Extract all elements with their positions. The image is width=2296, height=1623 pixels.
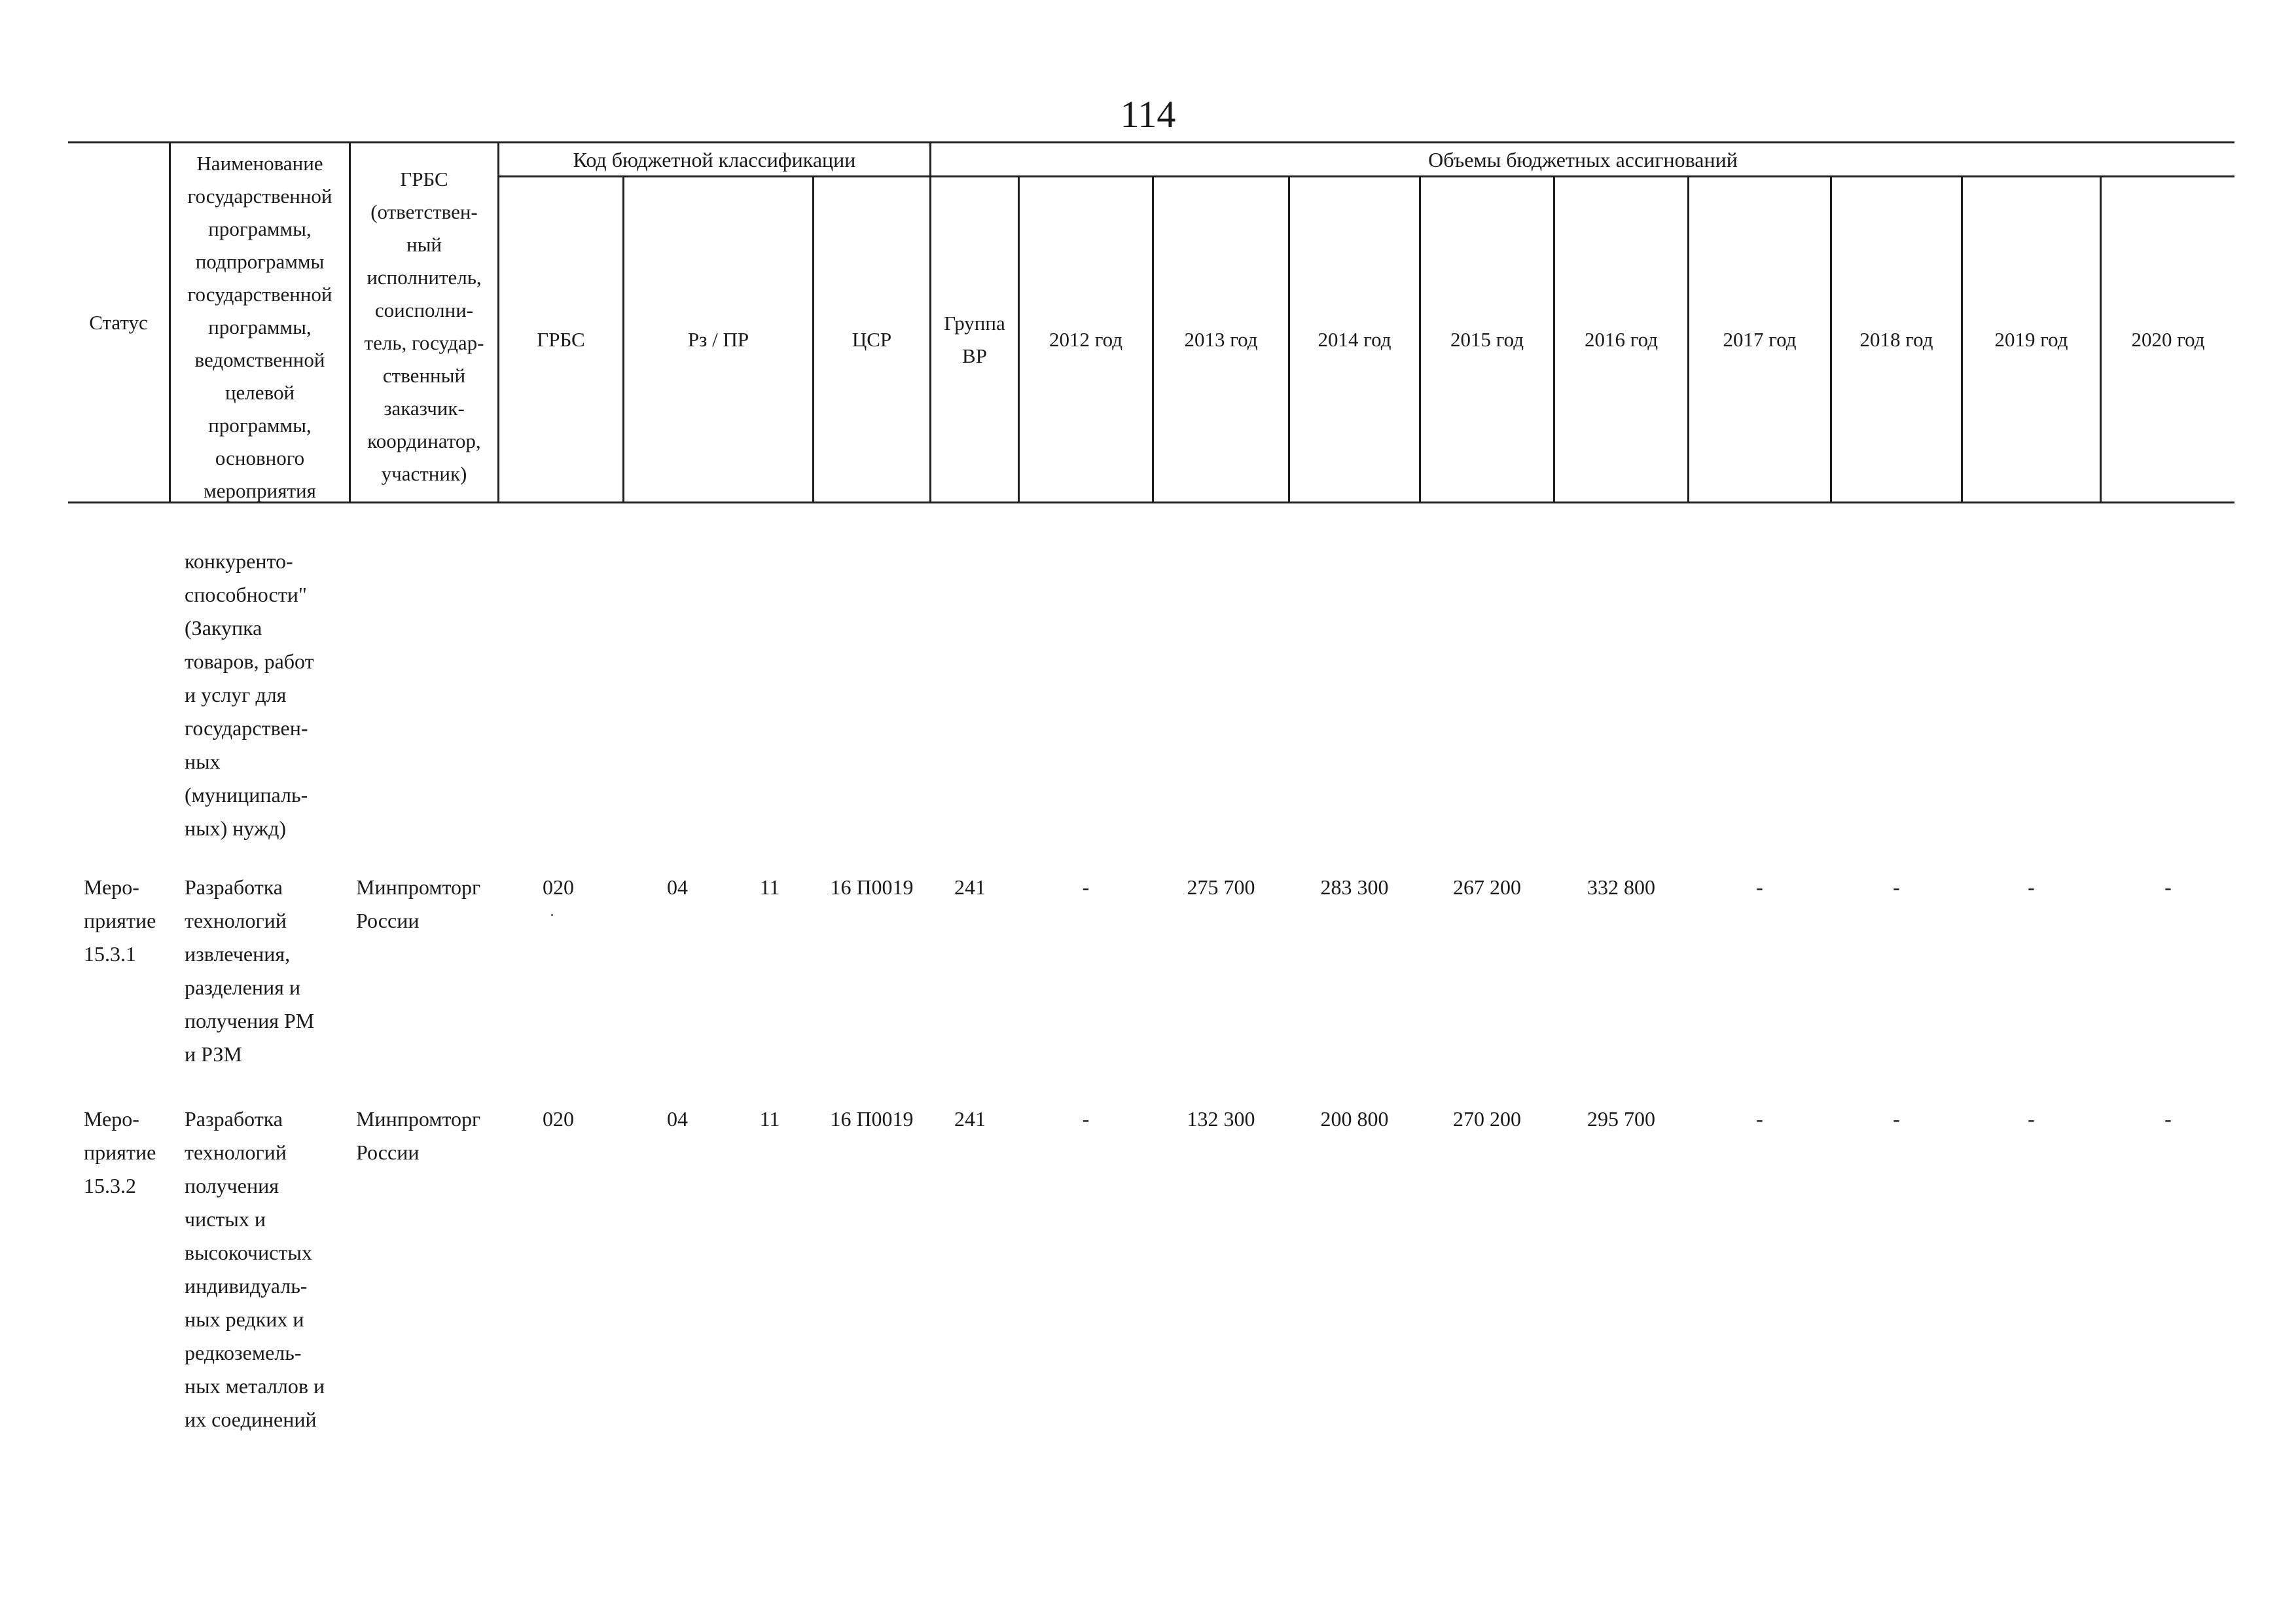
row-rz: 04 <box>667 1107 688 1131</box>
row-rz: 04 <box>667 875 688 899</box>
row-value-2016: 295 700 <box>1587 1107 1655 1131</box>
header-year-2016: 2016 год <box>1584 327 1659 351</box>
row-vr: 241 <box>954 1107 986 1131</box>
header-program-name-text: Наименование государственной программы, подпрограммы государственной программы, ведомственной целевой программы, основного мероприятия <box>187 152 332 502</box>
row-value-2020: - <box>2164 875 2172 899</box>
row-vr: 241 <box>954 875 986 899</box>
row-status: Меро- приятие 15.3.2 <box>84 1107 156 1197</box>
row-value-2014: 283 300 <box>1320 875 1389 899</box>
row-value-2018: - <box>1893 1107 1900 1131</box>
row-value-2020: - <box>2164 1107 2172 1131</box>
row-value-2017: - <box>1756 1107 1763 1131</box>
header-vr-group-text: Группа ВР <box>944 311 1005 367</box>
row-grbs-role: Минпромторг России <box>356 1107 481 1164</box>
header-grbs-role <box>351 143 497 501</box>
header-year-2017: 2017 год <box>1723 327 1797 351</box>
header-year-2014: 2014 год <box>1318 327 1391 351</box>
row-value-2013: 275 700 <box>1187 875 1255 899</box>
header-status: Статус <box>89 310 148 334</box>
header-vr-group <box>931 177 1018 501</box>
header-year-2018: 2018 год <box>1859 327 1933 351</box>
row-value-2012: - <box>1082 875 1090 899</box>
row-grbs-code: 020 <box>543 1107 574 1131</box>
row-pr: 11 <box>759 875 780 899</box>
row-value-2016: 332 800 <box>1587 875 1655 899</box>
header-year-2012: 2012 год <box>1049 327 1123 351</box>
header-year-2015: 2015 год <box>1450 327 1524 351</box>
page-number: 114 <box>1120 93 1176 136</box>
row-grbs-role: Минпромторг России <box>356 875 481 932</box>
header-budget-code-group: Код бюджетной классификации <box>573 147 856 172</box>
row-value-2019: - <box>2028 1107 2035 1131</box>
row-value-2013: 132 300 <box>1187 1107 1255 1131</box>
row-value-2015: 270 200 <box>1453 1107 1521 1131</box>
header-rz-pr: Рз / ПР <box>687 327 749 351</box>
header-csr: ЦСР <box>852 327 892 351</box>
row-csr: 16 П0019 <box>830 875 914 899</box>
scan-speck <box>551 914 553 916</box>
row-value-2018: - <box>1893 875 1900 899</box>
row-status: Меро- приятие 15.3.1 <box>84 875 156 966</box>
row-program-name: Разработка технологий извлечения, разделения и получения РМ и РЗМ <box>185 875 315 1066</box>
header-year-2013: 2013 год <box>1184 327 1258 351</box>
header-grbs-code: ГРБС <box>537 327 585 351</box>
header-budget-volume-group: Объемы бюджетных ассигнований <box>1428 147 1738 172</box>
header-bottom-border <box>68 501 2234 503</box>
header-program-name <box>171 143 349 501</box>
row-program-name: Разработка технологий получения чистых и высокочистых индивидуаль- ных редких и редкоземель- ных металлов и их соединений <box>185 1107 325 1431</box>
header-grbs-role-text: ГРБС (ответствен- ный исполнитель, соисполни- тель, государ- ственный заказчик- координатор, участник) <box>364 168 484 485</box>
row-pr: 11 <box>759 1107 780 1131</box>
row-value-2017: - <box>1756 875 1763 899</box>
row-value-2019: - <box>2028 875 2035 899</box>
header-year-2019: 2019 год <box>1994 327 2068 351</box>
continuation-text: конкуренто- способности" (Закупка товаров, работ и услуг для государствен- ных (муниципаль- ных) нужд) <box>185 549 314 840</box>
row-value-2014: 200 800 <box>1320 1107 1389 1131</box>
row-value-2012: - <box>1082 1107 1090 1131</box>
row-csr: 16 П0019 <box>830 1107 914 1131</box>
header-year-2020: 2020 год <box>2131 327 2205 351</box>
row-value-2015: 267 200 <box>1453 875 1521 899</box>
row-grbs-code: 020 <box>543 875 574 899</box>
